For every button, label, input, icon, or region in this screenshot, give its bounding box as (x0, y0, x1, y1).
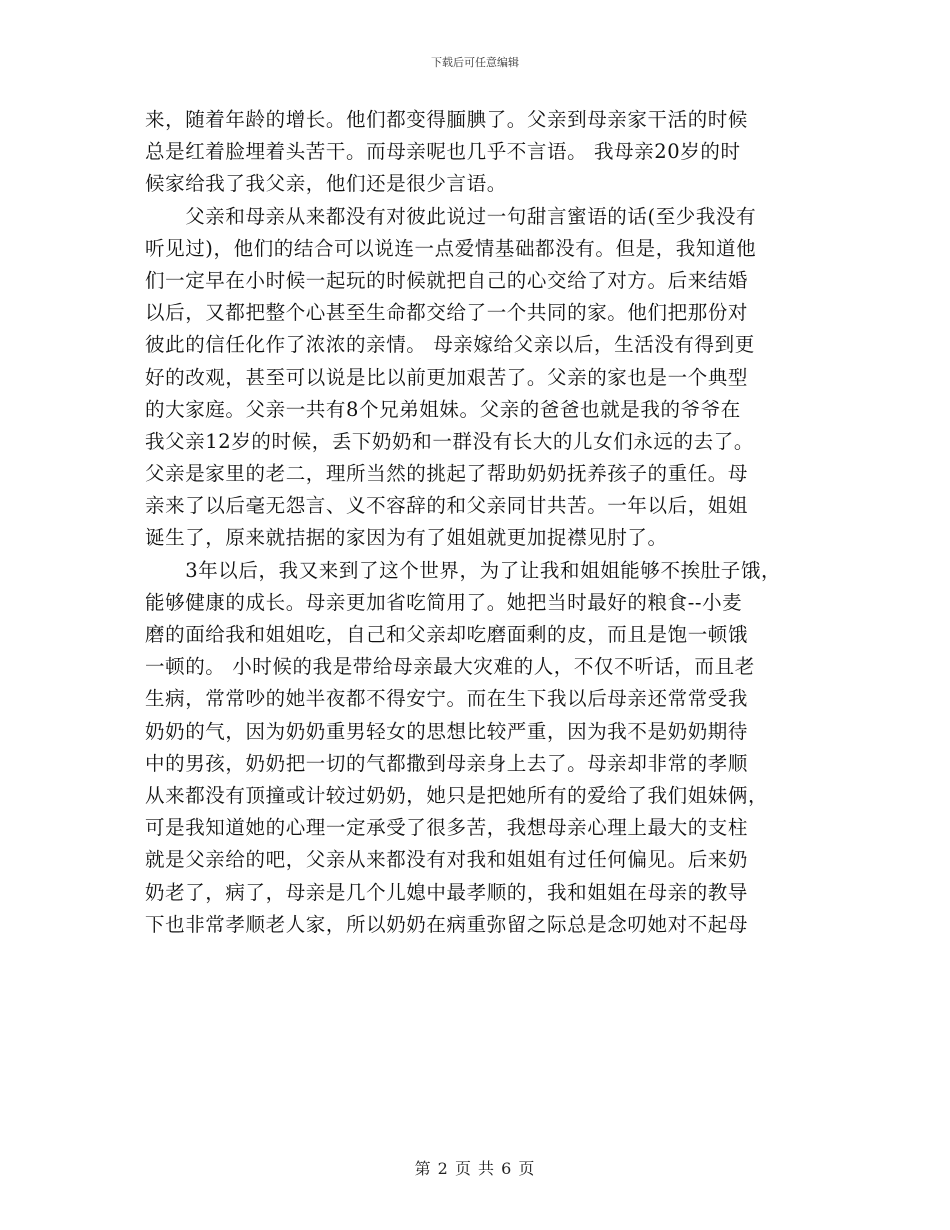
text-line: 好的改观，甚至可以说是比以前更加艰苦了。父亲的家也是一个典型 (145, 365, 749, 389)
text-line: 彼此的信任化作了浓浓的亲情。 母亲嫁给父亲以后，生活没有得到更 (145, 333, 755, 357)
document-body (145, 104, 845, 941)
text-line: 以后，又都把整个心甚至生命都交给了一个共同的家。他们把那份对 (145, 301, 749, 325)
text-line: 就是父亲给的吧，父亲从来都没有对我和姐姐有过任何偏见。后来奶 (145, 848, 749, 872)
text-line: 奶奶的气，因为奶奶重男轻女的思想比较严重，因为我不是奶奶期待 (145, 719, 749, 743)
text-line: 总是红着脸埋着头苦干。而母亲呢也几乎不言语。 我母亲20岁的时 (145, 140, 741, 164)
text-line: 候家给我了我父亲，他们还是很少言语。 (145, 172, 507, 196)
page-number: 第 2 页 共 6 页 (414, 1159, 536, 1178)
text-line: 从来都没有顶撞或计较过奶奶，她只是把她所有的爱给了我们姐妹俩， (145, 783, 769, 807)
text-line: 奶老了，病了，母亲是几个儿媳中最孝顺的，我和姐姐在母亲的教导 (145, 880, 749, 904)
text-line: 下也非常孝顺老人家，所以奶奶在病重弥留之际总是念叨她对不起母 (145, 912, 749, 936)
text-line: 一顿的。 小时候的我是带给母亲最大灾难的人，不仅不听话，而且老 (145, 655, 755, 679)
text-line: 生病，常常吵的她半夜都不得安宁。而在生下我以后母亲还常常受我 (145, 687, 749, 711)
text-line: 亲来了以后毫无怨言、义不容辞的和父亲同甘共苦。一年以后，姐姐 (145, 494, 749, 518)
text-line: 父亲是家里的老二，理所当然的挑起了帮助奶奶抚养孩子的重任。母 (145, 462, 749, 486)
text-line: 能够健康的成长。母亲更加省吃简用了。她把当时最好的粮食--小麦 (145, 590, 743, 614)
text-line: 父亲和母亲从来都没有对彼此说过一句甜言蜜语的话(至少我没有 (145, 204, 757, 228)
text-line: 的大家庭。父亲一共有8个兄弟姐妹。父亲的爸爸也就是我的爷爷在 (145, 397, 741, 421)
text-line: 们一定早在小时候一起玩的时候就把自己的心交给了对方。后来结婚 (145, 268, 749, 292)
text-line: 3年以后，我又来到了这个世界，为了让我和姐姐能够不挨肚子饿， (145, 558, 782, 582)
text-line: 我父亲12岁的时候，丢下奶奶和一群没有长大的儿女们永远的去了。 (145, 429, 754, 453)
text-line: 听见过)，他们的结合可以说连一点爱情基础都没有。但是，我知道他 (145, 236, 757, 260)
page-header: 下载后可任意编辑 (431, 56, 519, 69)
text-line: 磨的面给我和姐姐吃，自己和父亲却吃磨面剩的皮，而且是饱一顿饿 (145, 623, 749, 646)
text-line: 来，随着年龄的增长。他们都变得腼腆了。父亲到母亲家干活的时候 (145, 108, 749, 131)
text-line: 中的男孩，奶奶把一切的气都撒到母亲身上去了。母亲却非常的孝顺 (145, 751, 749, 775)
text-line: 可是我知道她的心理一定承受了很多苦，我想母亲心理上最大的支柱 (145, 816, 749, 840)
text-line: 诞生了，原来就拮据的家因为有了姐姐就更加捉襟见肘了。 (145, 526, 668, 550)
